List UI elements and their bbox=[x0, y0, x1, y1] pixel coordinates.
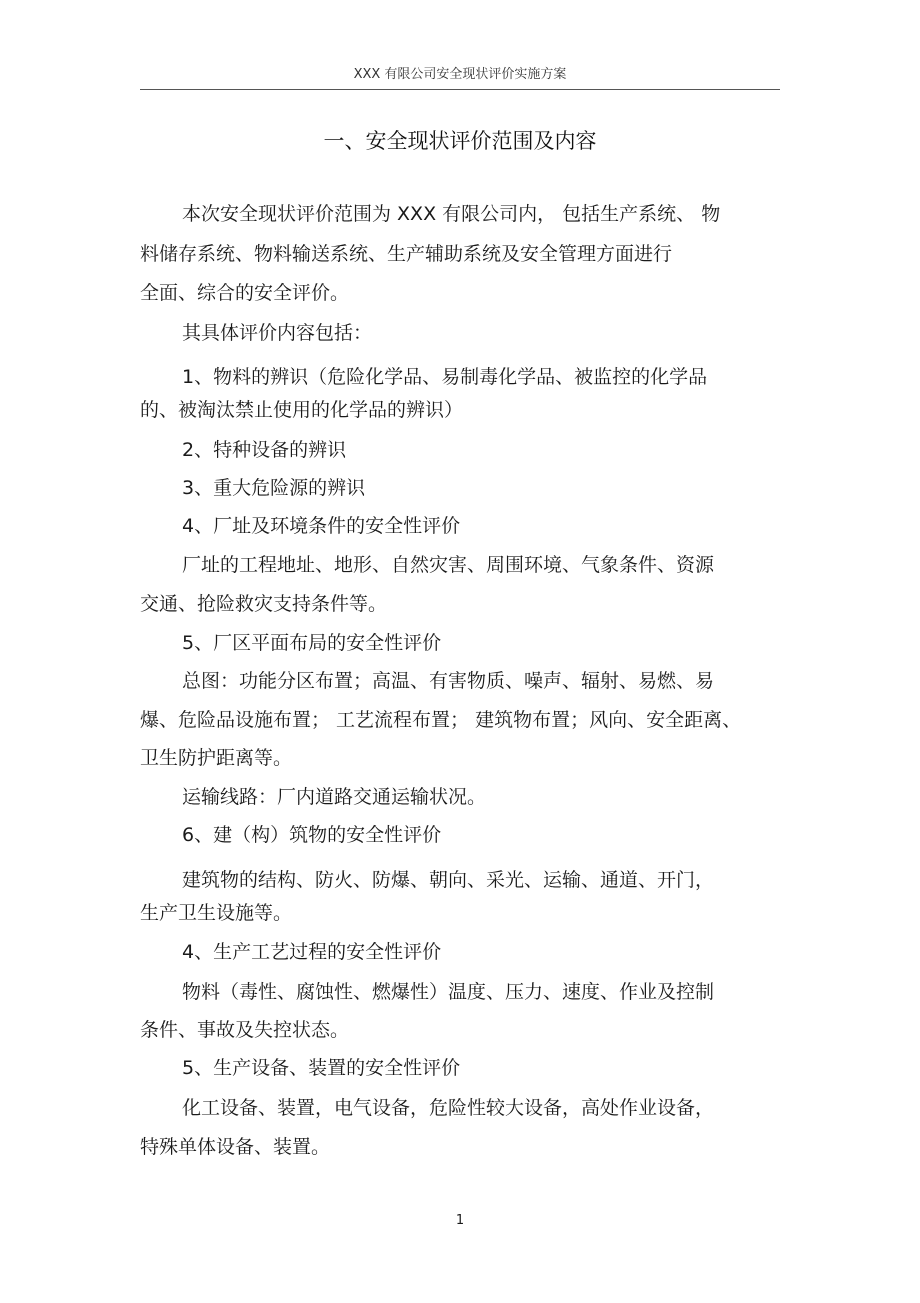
item-6-detail-line-2: 生产卫生设施等。 bbox=[140, 902, 293, 924]
item-6-heading: 6、建（构）筑物的安全性评价 bbox=[182, 824, 442, 846]
item-5-detail-line-3: 卫生防护距离等。 bbox=[140, 747, 293, 769]
item-4b-detail-line-2: 条件、事故及失控状态。 bbox=[140, 1019, 350, 1041]
page-header: XXX 有限公司安全现状评价实施方案 bbox=[353, 67, 567, 82]
paragraph-scope-line-3: 全面、综合的安全评价。 bbox=[140, 282, 350, 304]
paragraph-scope-line-1: 本次安全现状评价范围为 XXX 有限公司内， 包括生产系统、 物 bbox=[182, 203, 721, 225]
item-5b-heading: 5、生产设备、装置的安全性评价 bbox=[182, 1057, 461, 1079]
page-number: 1 bbox=[455, 1213, 465, 1228]
item-5-transport-line: 运输线路：厂内道路交通运输状况。 bbox=[182, 786, 487, 808]
item-4b-heading: 4、生产工艺过程的安全性评价 bbox=[182, 941, 442, 963]
item-4b-detail-line-1: 物料（毒性、腐蚀性、燃爆性）温度、压力、速度、作业及控制 bbox=[182, 981, 715, 1003]
item-2-heading: 2、特种设备的辨识 bbox=[182, 439, 347, 461]
item-1-continuation: 的、被淘汰禁止使用的化学品的辨识） bbox=[140, 399, 464, 421]
item-4-detail-line-1: 厂址的工程地址、地形、自然灾害、周围环境、气象条件、资源 bbox=[182, 554, 715, 576]
item-5-detail-line-2: 爆、危险品设施布置； 工艺流程布置； 建筑物布置；风向、安全距离、 bbox=[140, 709, 742, 731]
paragraph-scope-line-2: 料储存系统、物料输送系统、生产辅助系统及安全管理方面进行 bbox=[140, 243, 673, 265]
section-title: 一、安全现状评价范围及内容 bbox=[323, 129, 597, 153]
item-4-detail-line-2: 交通、抢险救灾支持条件等。 bbox=[140, 593, 388, 615]
item-6-detail-line-1: 建筑物的结构、防火、防爆、朝向、采光、运输、通道、开门， bbox=[182, 869, 715, 891]
item-3-heading: 3、重大危险源的辨识 bbox=[182, 477, 366, 499]
item-5b-detail-line-1: 化工设备、装置，电气设备，危险性较大设备，高处作业设备， bbox=[182, 1097, 715, 1119]
content-intro: 其具体评价内容包括： bbox=[182, 322, 373, 344]
item-4-heading: 4、厂址及环境条件的安全性评价 bbox=[182, 515, 461, 537]
item-5-heading: 5、厂区平面布局的安全性评价 bbox=[182, 632, 442, 654]
item-5b-detail-line-2: 特殊单体设备、装置。 bbox=[140, 1136, 331, 1158]
item-5-detail-line-1: 总图：功能分区布置；高温、有害物质、噪声、辐射、易燃、易 bbox=[182, 670, 715, 692]
item-1-heading: 1、物料的辨识（危险化学品、易制毒化学品、被监控的化学品 bbox=[182, 366, 708, 388]
header-rule bbox=[140, 89, 780, 90]
